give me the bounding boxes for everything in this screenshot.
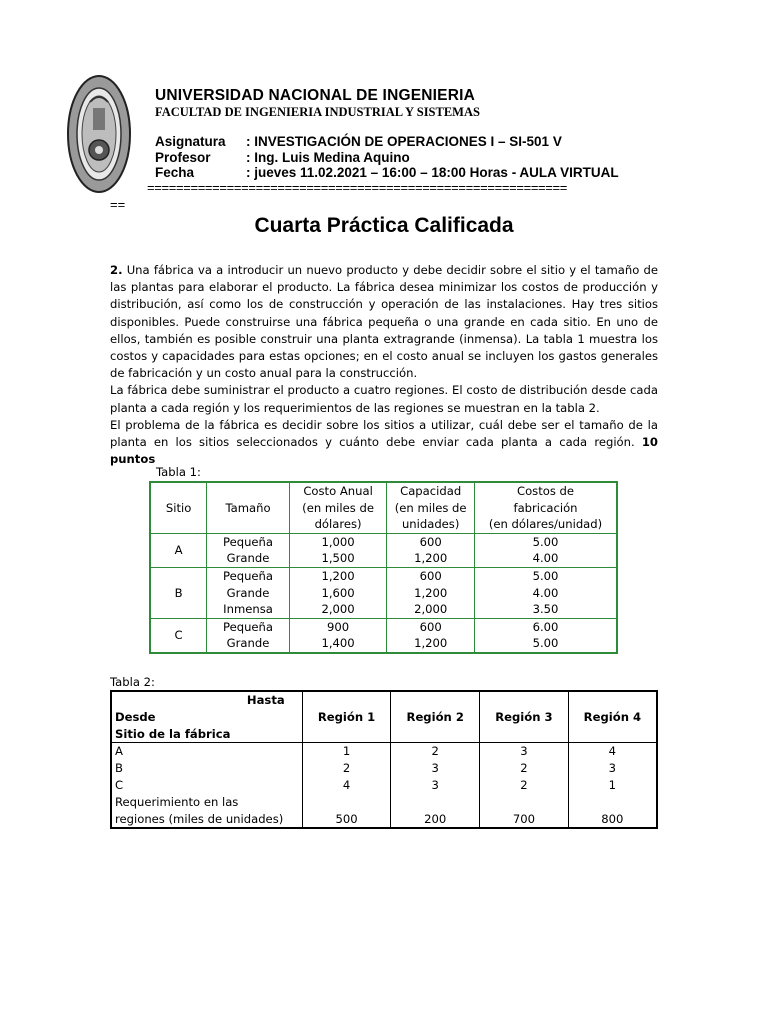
- table1-row: [150, 618, 617, 653]
- table1-costs-capacities: [149, 481, 618, 654]
- table2-header-row: [111, 691, 657, 743]
- table2-requirement-row: [111, 794, 657, 829]
- table2-cost-cell: 1 2 4: [302, 743, 391, 794]
- table1-header-cell: Capacidad (en miles de unidades): [387, 482, 475, 533]
- table2-region-header: Región 1: [302, 691, 391, 743]
- table2-corner-cell: [111, 691, 302, 743]
- problem-points: 10 puntos: [110, 435, 658, 467]
- table2-distribution-costs: [110, 690, 658, 829]
- table1-capacity-cell: 600 1,200: [387, 533, 475, 567]
- table1-mfg-cost-cell: 5.00 4.00 3.50: [475, 567, 617, 618]
- table2-to-label: Hasta: [246, 693, 285, 707]
- table1-row: [150, 533, 617, 567]
- table1-size-cell: Pequeña Grande Inmensa: [207, 567, 290, 618]
- separator-tail: ==: [110, 197, 126, 212]
- subject-label: Asignatura: [155, 134, 226, 149]
- problem-statement: [110, 262, 658, 468]
- table2-from-label: Desde: [115, 709, 156, 724]
- table2-site-names: A B C: [111, 743, 302, 794]
- table2-requirement-cell: 700: [480, 794, 569, 829]
- table1-mfg-cost-cell: 5.00 4.00: [475, 533, 617, 567]
- table1-capacity-cell: 600 1,200: [387, 618, 475, 653]
- table2-requirement-label: Requerimiento en las regiones (miles de unidades): [111, 794, 302, 829]
- table1-header-row: [150, 482, 617, 533]
- table1-capacity-cell: 600 1,200 2,000: [387, 567, 475, 618]
- table1-header-cell: Tamaño: [207, 482, 290, 533]
- table2-requirement-cell: 200: [391, 794, 480, 829]
- table1-cost-cell: 1,000 1,500: [289, 533, 386, 567]
- table1-header-cell: Costo Anual (en miles de dólares): [289, 482, 386, 533]
- table1-site-cell: C: [150, 618, 207, 653]
- table2-region-header: Región 2: [391, 691, 480, 743]
- table2-requirement-cell: 500: [302, 794, 391, 829]
- table1-cost-cell: 1,200 1,600 2,000: [289, 567, 386, 618]
- problem-paragraph-1: Una fábrica va a introducir un nuevo producto y debe decidir sobre el sitio y el tamaño de las plantas para elaborar el producto. La fábrica desea minimizar los costos de producción y distribución, así como los de construcción y operación de las instalaciones. Hay tres sitios disponibles. Puede construirse una fábrica pequeña o una grande en cada sitio. En uno de ellos, también es posible construir una planta extragrande (inmensa). La tabla 1 muestra los costos y capacidades para estas opciones; en el costo anual se incluyen los gastos generales de fabricación y un costo anual para la construcción.: [110, 263, 659, 381]
- university-seal-logo: [66, 72, 132, 196]
- page-title: Cuarta Práctica Calificada: [254, 214, 514, 237]
- table1-mfg-cost-cell: 6.00 5.00: [475, 618, 617, 653]
- table2-region-header: Región 3: [480, 691, 569, 743]
- table2-site-label: Sitio de la fábrica: [115, 726, 231, 741]
- problem-paragraph-2: La fábrica debe suministrar el producto a cuatro regiones. El costo de distribución desde cada planta a cada región y los requerimientos de las regiones se muestran en la tabla 2.: [110, 383, 658, 415]
- table2-cost-cell: 3 2 2: [480, 743, 569, 794]
- table1-row: [150, 567, 617, 618]
- table2-requirement-cell: 800: [568, 794, 657, 829]
- table2-cost-cell: 4 3 1: [568, 743, 657, 794]
- professor-label: Profesor: [155, 150, 211, 165]
- date-value: : jueves 11.02.2021 – 16:00 – 18:00 Horas - AULA VIRTUAL: [246, 165, 619, 180]
- table1-cost-cell: 900 1,400: [289, 618, 386, 653]
- faculty-name: FACULTAD DE INGENIERIA INDUSTRIAL Y SISTEMAS: [155, 105, 480, 119]
- professor-value: : Ing. Luis Medina Aquino: [246, 150, 410, 165]
- table2-cost-cell: 2 3 3: [391, 743, 480, 794]
- separator-line: ==========================================================: [147, 180, 568, 195]
- table1-size-cell: Pequeña Grande: [207, 533, 290, 567]
- university-name: UNIVERSIDAD NACIONAL DE INGENIERIA: [155, 87, 475, 104]
- table2-region-header: Región 4: [568, 691, 657, 743]
- table1-site-cell: B: [150, 567, 207, 618]
- table2-caption: Tabla 2:: [110, 675, 155, 689]
- subject-value: : INVESTIGACIÓN DE OPERACIONES I – SI-501 V: [246, 134, 562, 149]
- problem-paragraph-3: El problema de la fábrica es decidir sobre los sitios a utilizar, cuál debe ser el tamaño de la planta en los sitios seleccionados y cuánto debe enviar cada planta a cada región.: [110, 417, 658, 450]
- table2-cost-row: [111, 743, 657, 794]
- table1-caption: Tabla 1:: [156, 465, 201, 479]
- table1-header-cell: Sitio: [150, 482, 207, 533]
- table1-site-cell: A: [150, 533, 207, 567]
- problem-number: 2.: [110, 263, 123, 277]
- table1-size-cell: Pequeña Grande: [207, 618, 290, 653]
- table1-header-cell: Costos de fabricación (en dólares/unidad): [475, 482, 617, 533]
- date-label: Fecha: [155, 165, 195, 180]
